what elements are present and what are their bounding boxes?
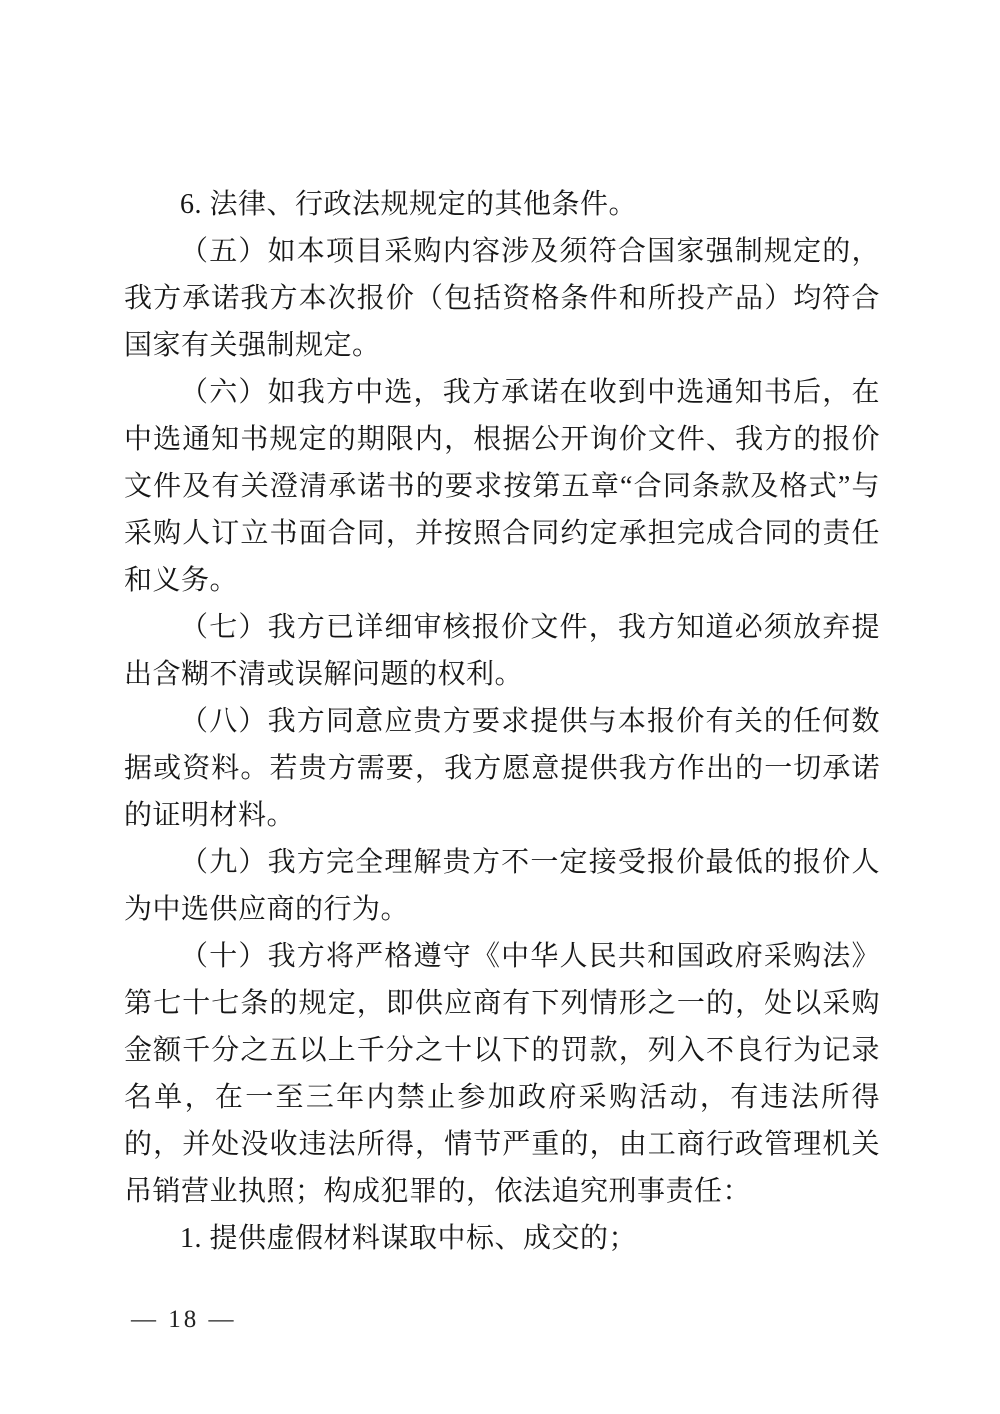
paragraph-clause-10: （十）我方将严格遵守《中华人民共和国政府采购法》第七十七条的规定，即供应商有下列情形之一的，处以采购金额千分之五以上千分之十以下的罚款，列入不良行为记录名单，在一至三年内禁止参加政府采购活动，有违法所得的，并处没收违法所得，情节严重的，由工商行政管理机关吊销营业执照；构成犯罪的，依法追究刑事责任：	[124, 941, 880, 1207]
paragraph-clause-7: （七）我方已详细审核报价文件，我方知道必须放弃提出含糊不清或误解问题的权利。	[124, 612, 880, 690]
paragraph-clause-9: （九）我方完全理解贵方不一定接受报价最低的报价人为中选供应商的行为。	[124, 847, 880, 925]
paragraph-item-1-false-materials: 1. 提供虚假材料谋取中标、成交的；	[180, 1223, 638, 1254]
page-number: — 18 —	[131, 1306, 237, 1333]
paragraph-item-6-other-conditions: 6. 法律、行政法规规定的其他条件。	[180, 189, 638, 220]
paragraph-clause-6: （六）如我方中选，我方承诺在收到中选通知书后，在中选通知书规定的期限内，根据公开询价文件、我方的报价文件及有关澄清承诺书的要求按第五章“合同条款及格式”与采购人订立书面合同，并按照合同约定承担完成合同的责任和义务。	[124, 377, 880, 596]
paragraph-clause-8: （八）我方同意应贵方要求提供与本报价有关的任何数据或资料。若贵方需要，我方愿意提供我方作出的一切承诺的证明材料。	[124, 706, 880, 831]
paragraph-clause-5: （五）如本项目采购内容涉及须符合国家强制规定的，我方承诺我方本次报价（包括资格条件和所投产品）均符合国家有关强制规定。	[124, 236, 880, 361]
document-body	[124, 181, 880, 1262]
